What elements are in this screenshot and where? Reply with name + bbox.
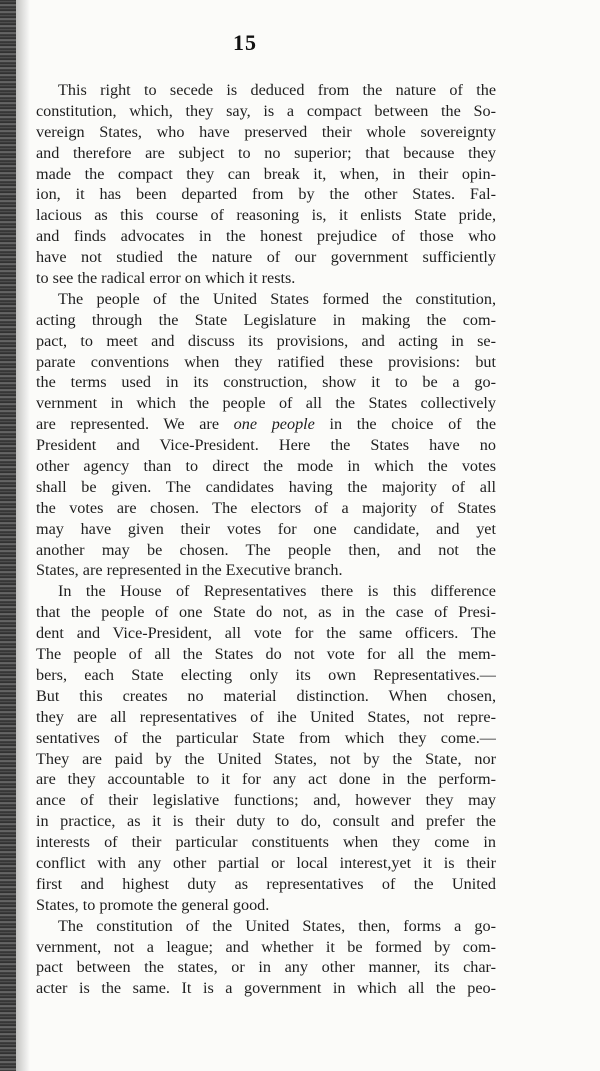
paragraph-3-line-14: conflict with any other partial or local interest,yet it is their bbox=[36, 853, 496, 872]
paragraph-1-line-7: lacious as this course of reasoning is, it enlists State pride, bbox=[36, 206, 496, 225]
paragraph-3-line-7: they are all representatives of ihe United States, not repre- bbox=[36, 707, 496, 726]
paragraph-3-line-13: interests of their particular constituents when they come in bbox=[36, 833, 496, 852]
paragraph-3-line-1: In the House of Representatives there is this difference bbox=[58, 582, 496, 601]
paragraph-3-line-15: first and highest duty as representatives of the United bbox=[36, 874, 496, 893]
paragraph-2-line-7-tail: in the choice of the bbox=[314, 415, 496, 434]
paragraph-3-line-2: that the people of one State do not, as in the case of Presi- bbox=[36, 603, 496, 622]
paragraph-2-line-11: the votes are chosen. The electors of a majority of States bbox=[36, 498, 496, 517]
paragraph-3-line-8: sentatives of the particular State from which they come.— bbox=[36, 728, 496, 747]
paragraph-3-line-16: States, to promote the general good. bbox=[36, 895, 270, 914]
paragraph-4-line-3: pact between the states, or in any other manner, its char- bbox=[36, 958, 496, 977]
paragraph-3-line-10: are they accountable to it for any act done in the perform- bbox=[36, 770, 496, 789]
paragraph-2-line-7 bbox=[36, 414, 496, 435]
paragraph-2-line-1: The people of the United States formed the constitution, bbox=[58, 289, 496, 308]
paragraph-2-line-3: pact, to meet and discuss its provisions, and acting in se- bbox=[36, 331, 496, 350]
paragraph-1-line-9: have not studied the nature of our government sufficiently bbox=[36, 248, 496, 267]
paragraph-1-line-4: and therefore are subject to no superior; that because they bbox=[36, 143, 496, 162]
paragraph-1-line-10: to see the radical error on which it rests. bbox=[36, 269, 296, 288]
paragraph-2-line-12: may have given their votes for one candidate, and yet bbox=[36, 519, 496, 538]
paragraph-2-line-2: acting through the State Legislature in making the com- bbox=[36, 310, 496, 329]
page-number: 15 bbox=[233, 30, 257, 55]
binding-edge bbox=[0, 0, 16, 1071]
paragraph-3-line-11: ance of their legislative functions; and, however they may bbox=[36, 791, 496, 810]
paragraph-2-line-10: shall be given. The candidates having the majority of all bbox=[36, 477, 496, 496]
paragraph-3-line-6: But this creates no material distinction. When chosen, bbox=[36, 686, 496, 705]
paragraph-1-line-2: constitution, which, they say, is a compact between the So- bbox=[36, 101, 496, 120]
paragraph-2-line-6: vernment in which the people of all the States collectively bbox=[36, 394, 496, 413]
binding-shadow bbox=[16, 0, 30, 1071]
paragraph-3-line-9: They are paid by the United States, not by the State, nor bbox=[36, 749, 496, 768]
paragraph-2-line-14: States, are represented in the Executive branch. bbox=[36, 561, 343, 580]
paragraph-3-line-4: The people of all the States do not vote for all the mem- bbox=[36, 645, 496, 664]
paragraph-2-line-9: other agency than to direct the mode in which the votes bbox=[36, 457, 496, 476]
paragraph-4-line-2: vernment, not a league; and whether it be formed by com- bbox=[36, 937, 496, 956]
paragraph-4-line-1: The constitution of the United States, then, forms a go- bbox=[58, 916, 496, 935]
paragraph-1-line-3: vereign States, who have preserved their whole sovereignty bbox=[36, 122, 496, 141]
paragraph-1-line-5: made the compact they can break it, when, in their opin- bbox=[36, 164, 496, 183]
paragraph-1-line-1: This right to secede is deduced from the nature of the bbox=[58, 81, 496, 99]
paragraph-2-line-4: parate conventions when they ratified these provisions: but bbox=[36, 352, 496, 371]
paragraph-4-line-4: acter is the same. It is a government in which all the peo- bbox=[36, 979, 496, 998]
paragraph-2-line-8: President and Vice-President. Here the States have no bbox=[36, 436, 496, 455]
paragraph-1-line-6: ion, it has been departed from by the other States. Fal- bbox=[36, 185, 496, 204]
paragraph-3-line-3: dent and Vice-President, all vote for the same officers. The bbox=[36, 624, 496, 643]
paragraph-3-line-12: in practice, as it is their duty to do, consult and prefer the bbox=[36, 812, 496, 831]
paragraph-2-line-5: the terms used in its construction, show it to be a go- bbox=[36, 373, 496, 392]
paragraph-2-line-7-head: are represented. We are bbox=[36, 415, 234, 434]
paragraph-1-line-8: and finds advocates in the honest prejudice of those who bbox=[36, 227, 496, 246]
paragraph-3-line-5: bers, each State electing only its own Representatives.— bbox=[36, 665, 496, 684]
paragraph-2-line-13: another may be chosen. The people then, and not the bbox=[36, 540, 496, 559]
emphasis-one-people: one people bbox=[233, 415, 315, 434]
body-text bbox=[36, 80, 496, 999]
